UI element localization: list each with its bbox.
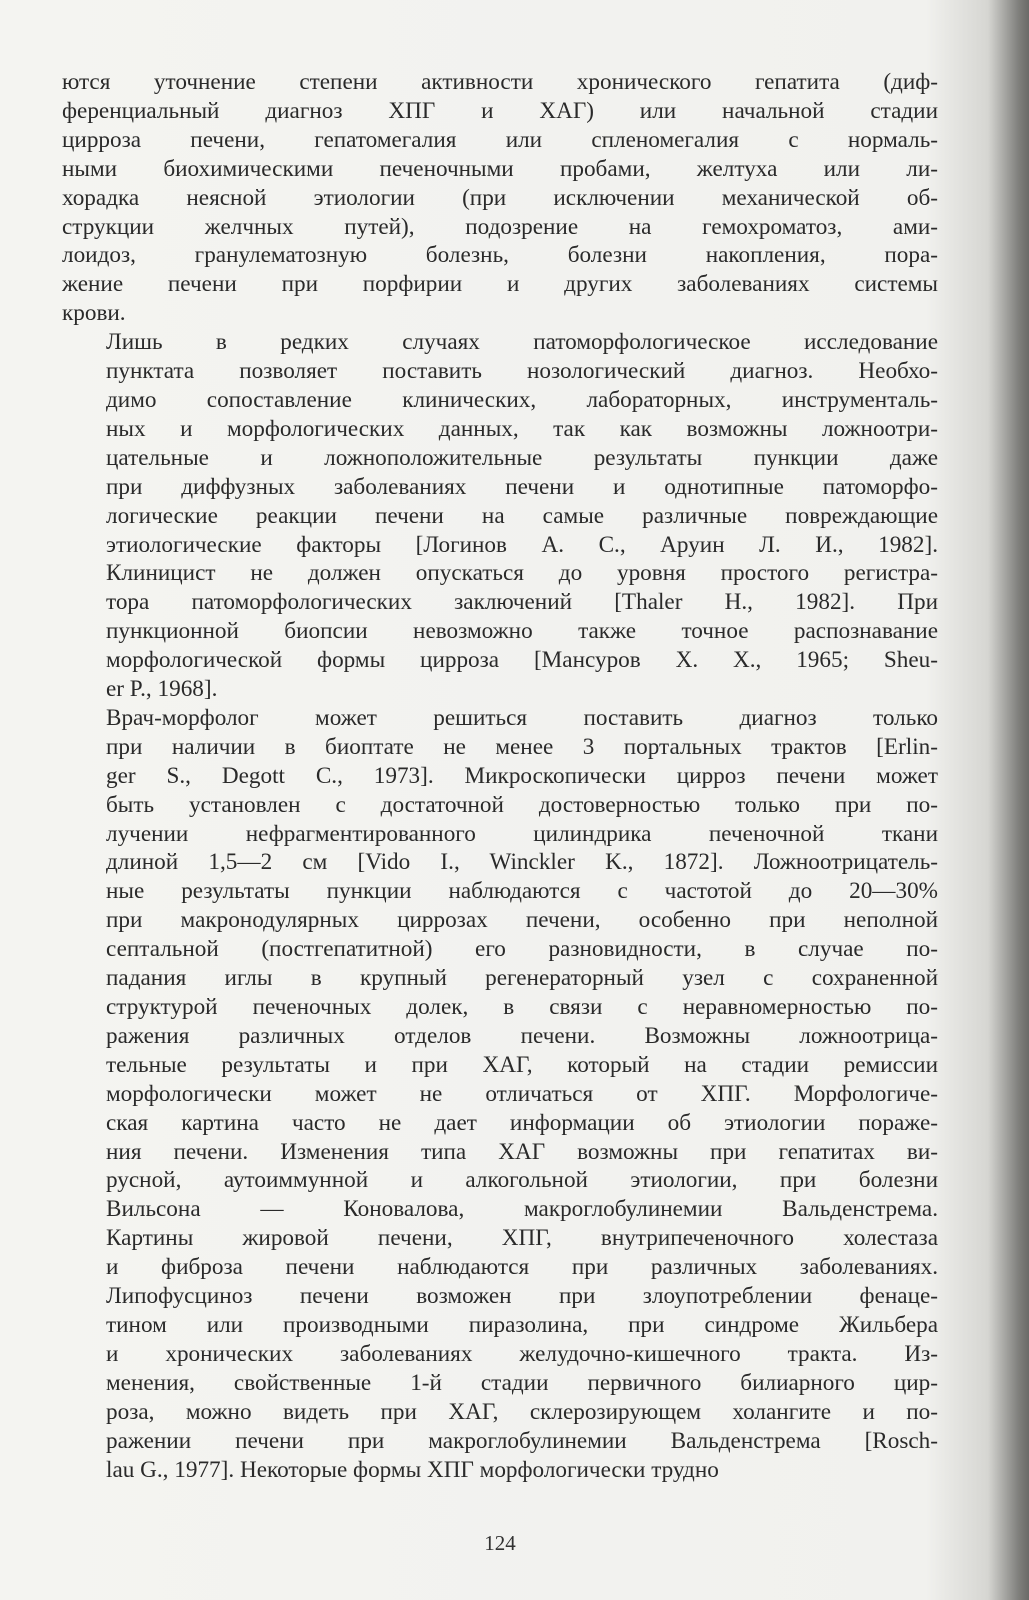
text-line: при макронодулярных циррозах печени, особенно при неполной — [106, 907, 938, 934]
text-line: морфологической формы цирроза [Мансуров Х. Х., 1965; Sheu- — [106, 647, 938, 674]
text-line: цательные и ложноположительные результаты пункции даже — [106, 444, 938, 471]
text-line: Лишь в редких случаях патоморфологическое исследование — [106, 329, 938, 356]
page-number: 124 — [484, 1531, 516, 1555]
text-line: структурой печеночных долек, в связи с неравномерностью по- — [106, 994, 938, 1020]
text-line: логические реакции печени на самые различные повреждающие — [106, 502, 938, 529]
text-line: длиной 1,5—2 см [Vido I., Winckler K., 1872]. Ложноотрицатель- — [106, 849, 938, 876]
text-line: пункционной биопсии невозможно также точное распознавание — [106, 618, 938, 645]
text-line: роза, можно видеть при ХАГ, склерозирующем холангите и по- — [106, 1398, 938, 1425]
text-line: хорадка неясной этиологии (при исключении механической об- — [62, 184, 938, 211]
text-line: при диффузных заболеваниях печени и однотипные патоморфо- — [106, 473, 938, 500]
text-line: тора патоморфологических заключений [Thaler H., 1982]. При — [106, 589, 938, 616]
text-line: и фиброза печени наблюдаются при различных заболеваниях. — [106, 1254, 938, 1281]
text-line: пунктата позволяет поставить нозологический диагноз. Необхо- — [106, 358, 938, 385]
text-line: Картины жировой печени, ХПГ, внутрипеченочного холестаза — [106, 1225, 938, 1252]
paragraph — [62, 68, 938, 328]
text-line: Врач-морфолог может решиться поставить диагноз только — [106, 704, 938, 731]
text-line: er P., 1968]. — [106, 676, 218, 703]
body-text — [62, 68, 938, 1484]
text-line: септальной (постгепатитной) его разновидности, в случае по- — [106, 936, 938, 963]
text-line: ными биохимическими печеночными пробами, желтуха или ли- — [62, 155, 938, 182]
text-line: ются уточнение степени активности хронического гепатита (диф- — [62, 69, 938, 95]
text-line: падания иглы в крупный регенераторный узел с сохраненной — [106, 965, 938, 992]
text-line: ger S., Degott C., 1973]. Микроскопически цирроз печени может — [106, 762, 938, 789]
text-line: ражении печени при макроглобулинемии Вальденстрема [Rosch- — [106, 1427, 938, 1454]
text-line: жение печени при порфирии и других заболеваниях системы — [62, 271, 938, 298]
text-line: морфологически может не отличаться от ХПГ. Морфологиче- — [106, 1080, 938, 1107]
text-line: ных и морфологических данных, так как возможны ложноотри- — [106, 415, 938, 442]
text-line: и хронических заболеваниях желудочно-кишечного тракта. Из- — [106, 1340, 938, 1367]
paragraph — [62, 704, 938, 1484]
text-line: димо сопоставление клинических, лабораторных, инструменталь- — [106, 386, 938, 413]
text-line: при наличии в биоптате не менее 3 портальных трактов [Erlin- — [106, 733, 938, 760]
text-line: быть установлен с достаточной достоверностью только при по- — [106, 791, 938, 818]
text-line: крови. — [62, 300, 126, 327]
text-line: менения, свойственные 1-й стадии первичного билиарного цир- — [106, 1369, 938, 1396]
text-line: ражения различных отделов печени. Возможны ложноотрица- — [106, 1022, 938, 1049]
text-line: Клиницист не должен опускаться до уровня простого регистра- — [106, 560, 938, 587]
text-line: тином или производными пиразолина, при синдроме Жильбера — [106, 1311, 938, 1338]
text-line: тельные результаты и при ХАГ, который на стадии ремиссии — [106, 1051, 938, 1078]
text-line: ская картина часто не дает информации об этиологии пораже- — [106, 1109, 938, 1136]
text-line: Липофусциноз печени возможен при злоупотреблении фенаце- — [106, 1283, 938, 1310]
text-line: струкции желчных путей), подозрение на гемохроматоз, ами- — [62, 213, 938, 240]
text-line: этиологические факторы [Логинов А. С., Аруин Л. И., 1982]. — [106, 531, 938, 558]
text-line: ния печени. Изменения типа ХАГ возможны при гепатитах ви- — [106, 1138, 938, 1165]
text-line: цирроза печени, гепатомегалия или спленомегалия с нормаль- — [62, 126, 938, 153]
text-line: ференциальный диагноз ХПГ и ХАГ) или начальной стадии — [62, 97, 938, 124]
text-line: лучении нефрагментированного цилиндрика печеночной ткани — [106, 820, 938, 847]
text-line: русной, аутоиммунной и алкогольной этиологии, при болезни — [106, 1167, 938, 1194]
text-line: лоидоз, гранулематозную болезнь, болезни накопления, пора- — [62, 242, 938, 269]
text-line: Вильсона — Коновалова, макроглобулинемии Вальденстрема. — [106, 1196, 938, 1223]
paragraph — [62, 328, 938, 704]
text-line: ные результаты пункции наблюдаются с частотой до 20—30% — [106, 878, 938, 905]
text-line: lau G., 1977]. Некоторые формы ХПГ морфологически трудно — [106, 1456, 719, 1483]
